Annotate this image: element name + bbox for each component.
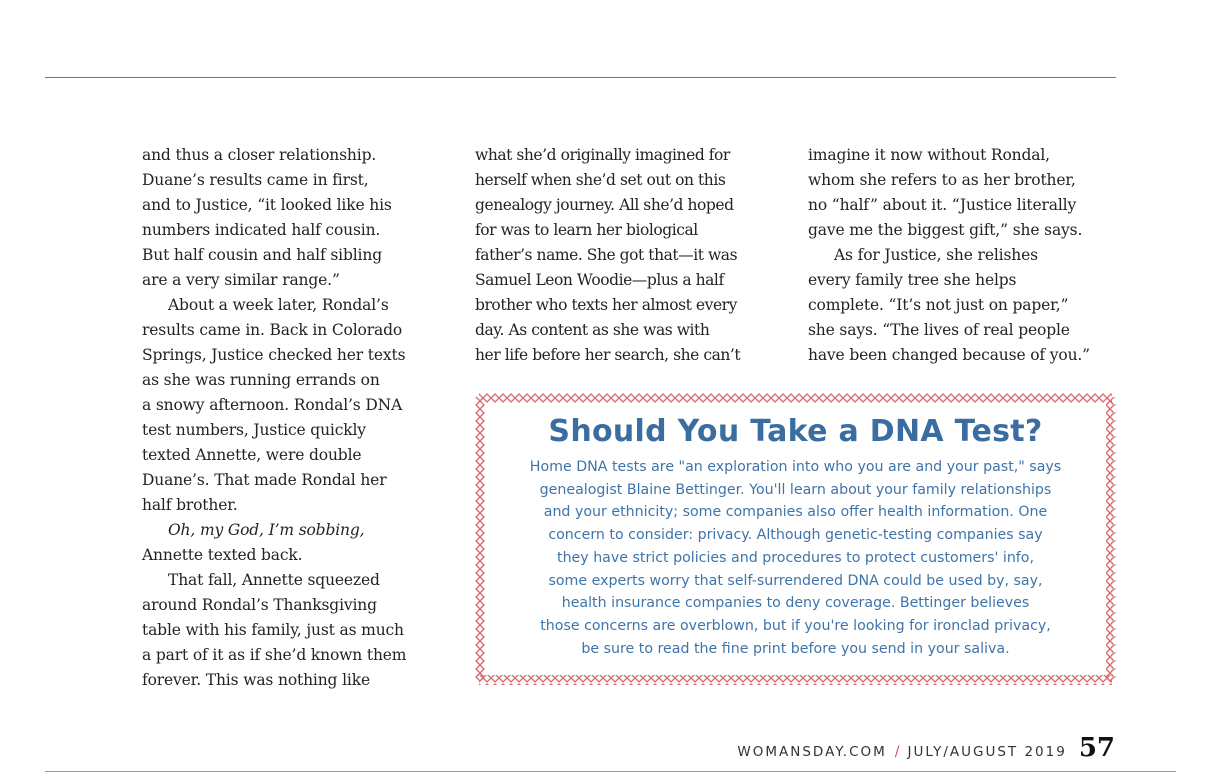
text-line: every family tree she helps — [808, 271, 1017, 289]
sidebar-text-line: concern to consider: privacy. Although genetic-testing companies say — [548, 527, 1043, 544]
text-line: for was to learn her biological — [475, 221, 698, 239]
text-line: test numbers, Justice quickly — [142, 421, 366, 439]
text-line: As for Justice, she relishes — [834, 246, 1038, 264]
sidebar-text-line: some experts worry that self-surrendered DNA could be used by, say, — [548, 572, 1043, 589]
article-column-1 — [142, 143, 406, 693]
text-line: But half cousin and half sibling — [142, 246, 382, 264]
sidebar-text-line: health insurance companies to deny coverage. Bettinger believes — [561, 595, 1030, 612]
bottom-rule — [45, 771, 1176, 772]
sidebar-text-line: they have strict policies and procedures to protect customers' info, — [557, 549, 1034, 566]
text-line: are a very similar range.” — [142, 271, 340, 289]
sidebar-text-line: and your ethnicity; some companies also offer health information. One — [543, 504, 1048, 521]
text-line: genealogy journey. All she’d hoped — [475, 196, 734, 214]
text-line: whom she refers to as her brother, — [808, 171, 1076, 189]
text-line: Duane’s results came in first, — [142, 171, 369, 189]
text-line-italic: Oh, my God, I’m sobbing, — [168, 521, 365, 539]
page-number: 57 — [1078, 733, 1115, 763]
text-line: numbers indicated half cousin. — [142, 221, 381, 239]
text-line: as she was running errands on — [142, 371, 380, 389]
sidebar-title: Should You Take a DNA Test? — [548, 414, 1043, 449]
border-top — [479, 393, 1112, 403]
border-bottom — [479, 675, 1112, 685]
text-line: table with his family, just as much — [142, 621, 404, 639]
text-line: father’s name. She got that—it was — [475, 246, 738, 264]
text-line: no “half” about it. “Justice literally — [808, 196, 1077, 214]
text-line: herself when she’d set out on this — [475, 171, 726, 189]
article-column-2 — [475, 143, 740, 368]
top-rule — [45, 77, 1116, 78]
sidebar-text-line: those concerns are overblown, but if you're looking for ironclad privacy, — [540, 617, 1051, 634]
text-line: Samuel Leon Woodie—plus a half — [475, 271, 724, 289]
sidebar-text-line: genealogist Blaine Bettinger. You'll learn about your family relationships — [539, 481, 1052, 498]
sidebar-text-line: Home DNA tests are "an exploration into who you are and your past," says — [529, 459, 1062, 475]
text-line: Duane’s. That made Rondal her — [142, 471, 387, 489]
footer-site: WOMANSDAY.COM — [737, 744, 887, 760]
text-line: day. As content as she was with — [475, 321, 710, 339]
text-line: she says. “The lives of real people — [808, 321, 1070, 339]
footer-issue-date: JULY/AUGUST 2019 — [907, 744, 1067, 760]
article-column-3 — [808, 143, 1090, 368]
text-line: brother who texts her almost every — [475, 296, 737, 314]
text-line: results came in. Back in Colorado — [142, 321, 403, 339]
text-line: what she’d originally imagined for — [475, 146, 730, 164]
text-line: a part of it as if she’d known them — [142, 646, 407, 664]
text-line: half brother. — [142, 496, 238, 514]
text-line: have been changed because of you.” — [808, 346, 1090, 364]
sidebar-body — [475, 456, 1116, 660]
text-line: Annette texted back. — [142, 546, 303, 564]
text-line: a snowy afternoon. Rondal’s DNA — [142, 396, 403, 414]
text-line: That fall, Annette squeezed — [168, 571, 380, 589]
text-line: About a week later, Rondal’s — [168, 296, 389, 314]
text-line: gave me the biggest gift,” she says. — [808, 221, 1083, 239]
sidebar-text-line: be sure to read the fine print before you send in your saliva. — [581, 640, 1010, 657]
text-line: and thus a closer relationship. — [142, 146, 377, 164]
text-line: Springs, Justice checked her texts — [142, 346, 406, 364]
text-line: imagine it now without Rondal, — [808, 146, 1050, 164]
text-line: her life before her search, she can’t — [475, 346, 741, 364]
footer-separator: / — [894, 744, 900, 760]
text-line: forever. This was nothing like — [142, 671, 370, 689]
text-line: complete. “It’s not just on paper,” — [808, 296, 1069, 314]
page-footer — [737, 733, 1115, 763]
text-line: texted Annette, were double — [142, 446, 362, 464]
text-line: around Rondal’s Thanksgiving — [142, 596, 377, 614]
text-line: and to Justice, “it looked like his — [142, 196, 392, 214]
